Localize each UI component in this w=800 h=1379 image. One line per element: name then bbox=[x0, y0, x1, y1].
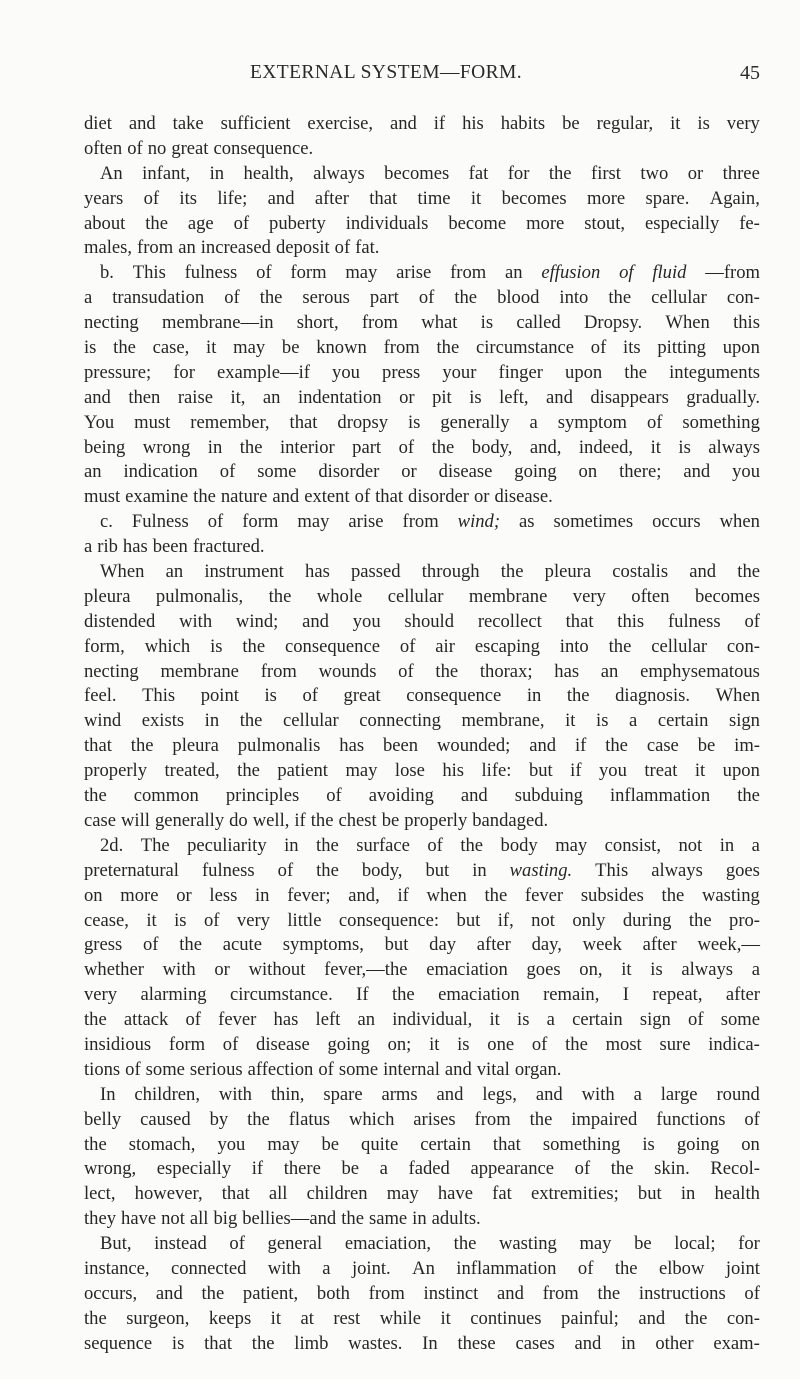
text-line: wind exists in the cellular connecting membrane, it is a certain sign bbox=[84, 710, 760, 732]
text-line: properly treated, the patient may lose his life: but if you treat it upon bbox=[84, 760, 760, 782]
text-line: feel. This point is of great consequence in the diagnosis. When bbox=[84, 685, 760, 707]
text-line: gress of the acute symptoms, but day after day, week after week,— bbox=[84, 934, 760, 956]
text-line: An infant, in health, always becomes fat for the first two or three bbox=[100, 162, 760, 184]
text-line: lect, however, that all children may have fat extremities; but in health bbox=[84, 1183, 760, 1205]
text-line: insidious form of disease going on; it is one of the most sure indica- bbox=[84, 1033, 760, 1055]
text-line: instance, connected with a joint. An inflammation of the elbow joint bbox=[84, 1257, 760, 1279]
text-line: form, which is the consequence of air escaping into the cellular con- bbox=[84, 635, 760, 657]
running-title: EXTERNAL SYSTEM—FORM. bbox=[250, 62, 523, 83]
text-line: and then raise it, an indentation or pit is left, and disappears gradually. bbox=[84, 386, 760, 408]
text-line: that the pleura pulmonalis has been wounded; and if the case be im- bbox=[84, 735, 760, 757]
text-line: cease, it is of very little consequence: but if, not only during the pro- bbox=[84, 909, 760, 931]
text-line: often of no great consequence. bbox=[84, 137, 314, 159]
text-line: the surgeon, keeps it at rest while it continues painful; and the con- bbox=[84, 1307, 760, 1329]
text-line: 2d. The peculiarity in the surface of the body may consist, not in a bbox=[100, 834, 760, 856]
text-line: distended with wind; and you should recollect that this fulness of bbox=[84, 610, 760, 632]
text-line: case will generally do well, if the chest be properly bandaged. bbox=[84, 809, 549, 831]
text-line: must examine the nature and extent of that disorder or disease. bbox=[84, 486, 553, 508]
text-line: necting membrane from wounds of the thorax; has an emphysematous bbox=[84, 660, 760, 682]
text-line: the common principles of avoiding and subduing inflammation the bbox=[84, 785, 760, 807]
running-header bbox=[0, 62, 800, 92]
text-line: necting membrane—in short, from what is called Dropsy. When this bbox=[84, 312, 760, 334]
text-line: sequence is that the limb wastes. In these cases and in other exam- bbox=[84, 1332, 760, 1354]
text-line: In children, with thin, spare arms and legs, and with a large round bbox=[100, 1083, 760, 1105]
text-line: is the case, it may be known from the circumstance of its pitting upon bbox=[84, 337, 760, 359]
text-line: an indication of some disorder or disease going on there; and you bbox=[84, 461, 760, 483]
text-line: males, from an increased deposit of fat. bbox=[84, 237, 380, 259]
text-line: occurs, and the patient, both from instinct and from the instructions of bbox=[84, 1282, 760, 1304]
text-line: b. This fulness of form may arise from an effusion of fluid —from bbox=[100, 262, 760, 284]
text-line: But, instead of general emaciation, the wasting may be local; for bbox=[100, 1233, 760, 1255]
text-line: a rib has been fractured. bbox=[84, 536, 265, 558]
page-number: 45 bbox=[740, 62, 760, 84]
text-line: tions of some serious affection of some internal and vital organ. bbox=[84, 1058, 562, 1080]
text-line: pressure; for example—if you press your finger upon the integuments bbox=[84, 361, 760, 383]
text-line: a transudation of the serous part of the blood into the cellular con- bbox=[84, 287, 760, 309]
text-line: You must remember, that dropsy is generally a symptom of something bbox=[84, 411, 760, 433]
text-line: preternatural fulness of the body, but in wasting. This always goes bbox=[84, 859, 760, 881]
text-line: years of its life; and after that time it becomes more spare. Again, bbox=[84, 187, 760, 209]
text-line: the stomach, you may be quite certain that something is going on bbox=[84, 1133, 760, 1155]
text-line: pleura pulmonalis, the whole cellular membrane very often becomes bbox=[84, 585, 760, 607]
text-line: whether with or without fever,—the emaciation goes on, it is always a bbox=[84, 959, 760, 981]
text-line: being wrong in the interior part of the body, and, indeed, it is always bbox=[84, 436, 760, 458]
text-line: diet and take sufficient exercise, and if his habits be regular, it is very bbox=[84, 113, 760, 134]
text-line: c. Fulness of form may arise from wind; as sometimes occurs when bbox=[100, 511, 760, 533]
text-line: about the age of puberty individuals become more stout, especially fe- bbox=[84, 212, 760, 234]
text-line: wrong, especially if there be a faded appearance of the skin. Recol- bbox=[84, 1158, 760, 1180]
text-line: they have not all big bellies—and the same in adults. bbox=[84, 1208, 481, 1230]
text-line: When an instrument has passed through the pleura costalis and the bbox=[100, 561, 760, 583]
body-text bbox=[84, 112, 760, 1357]
text-line: very alarming circumstance. If the emaciation remain, I repeat, after bbox=[84, 984, 760, 1006]
text-line: belly caused by the flatus which arises from the impaired functions of bbox=[84, 1108, 760, 1130]
text-line: on more or less in fever; and, if when the fever subsides the wasting bbox=[84, 884, 760, 906]
text-line: the attack of fever has left an individual, it is a certain sign of some bbox=[84, 1009, 760, 1031]
